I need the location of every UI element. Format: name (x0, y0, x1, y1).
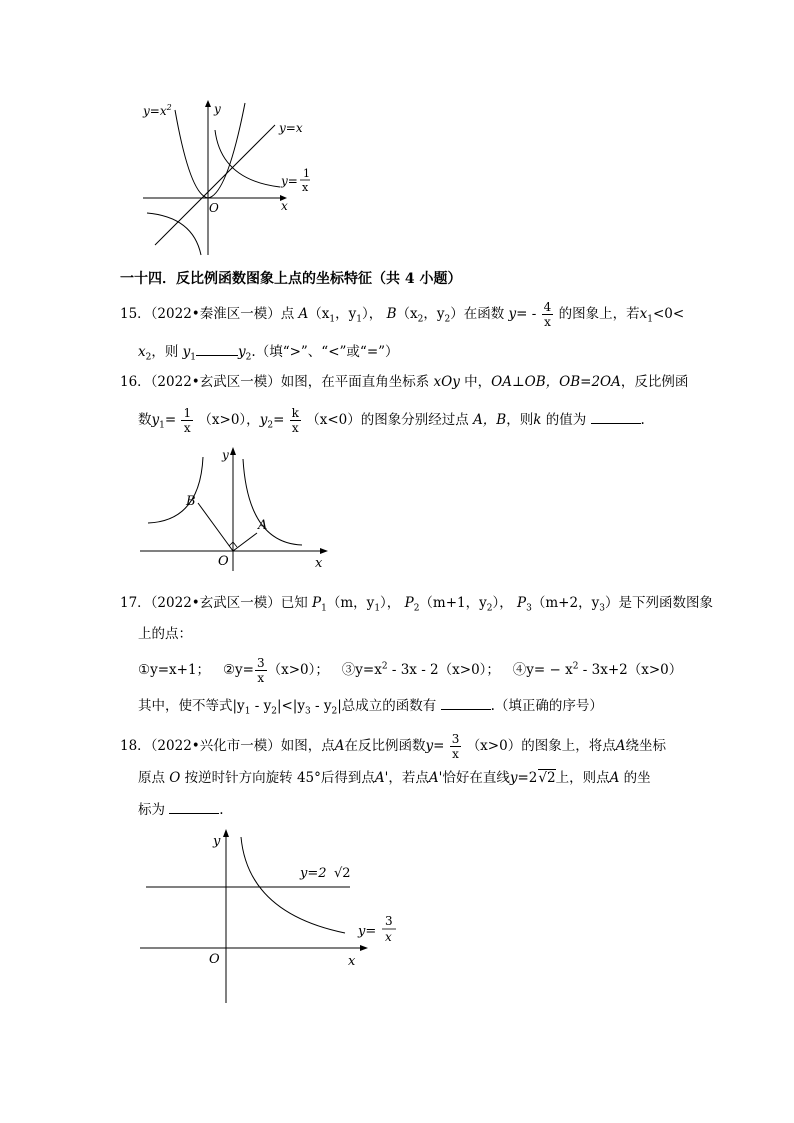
y-axis-arrow (230, 447, 236, 455)
label-parabola: $y=x^2$ (143, 103, 172, 118)
line-y-equals-x (155, 125, 275, 245)
figure-3-graph (140, 825, 410, 1005)
label-line-sqrt: √2 (334, 866, 351, 881)
q16-line-1: 16．（2022•玄武区一模）如图，在平面直角坐标系 xOy 中，OA⊥OB，OB=2OA，反比例函 (120, 374, 689, 390)
label-line: y=x (279, 121, 303, 135)
q16-line-2: 数$y_1=$ $\frac{1}{x}$ （x>0），$y_2=$ $\frac{k}{x}$ （x<0）的图象分别经过点 A，B，则k 的值为 . (138, 406, 645, 435)
q15-answer-blank[interactable] (196, 355, 238, 356)
q18-answer-blank[interactable] (169, 813, 219, 814)
q15-line-2: $x_2$，则 $y_1$ $y_2$.（填“>”、“<”或“=”） (138, 344, 399, 363)
figure-2-graph (140, 445, 335, 575)
q15-line-1: 15．（2022•秦淮区一模）点 $A(x_1$，$y_1$）， $B(x_2$，$y_2$）在函数 y= - $\frac{4}{x}$ 的图象上，若$x_1<0<$ (120, 300, 685, 329)
label-O: O (218, 554, 229, 569)
figure-1-graph (135, 95, 310, 260)
label-hyperbola-den: x (385, 930, 392, 944)
x-axis-arrow (360, 945, 368, 951)
label-y-axis: y (213, 834, 221, 849)
hyperbola-branch-left (147, 213, 201, 255)
y-axis-arrow (223, 829, 229, 837)
q16-answer-blank[interactable] (591, 423, 641, 424)
label-x-axis: x (315, 556, 323, 571)
q17-line-4: 其中，使不等式$|y_1 - y_2|<|y_3 - y_2|$总成立的函数有 .（填正确的序号） (138, 698, 603, 717)
q18-line-2: 原点 O 按逆时针方向旋转 45°后得到点A'，若点A'恰好在直线y=2√2上，则点A 的坐 (138, 770, 651, 786)
label-hyperbola-num: 1 (303, 167, 310, 180)
hyperbola-left-branch (148, 457, 203, 523)
q18-line-1: 18．（2022•兴化市一模）如图，点A在反比例函数y= $\frac{3}{x}$ （x>0）的图象上，将点A绕坐标 (120, 732, 666, 761)
y-axis-arrow (205, 100, 211, 107)
q17-answer-blank[interactable] (441, 709, 491, 710)
parabola-curve (175, 103, 245, 198)
hyperbola-curve (241, 837, 345, 933)
x-axis-arrow (320, 548, 328, 554)
q18-line-3: 标为 . (138, 802, 224, 818)
label-A: A (258, 518, 268, 533)
hyperbola-right-branch (243, 459, 302, 545)
label-O: O (209, 952, 220, 967)
label-hyperbola: y= (358, 924, 377, 939)
label-hyperbola: y= (281, 174, 298, 188)
label-hyperbola-den: x (302, 181, 309, 194)
segment-OA (233, 533, 257, 551)
q17-option-1: ①y=x+1； (138, 662, 211, 678)
q15-fraction: $\frac{4}{x}$ (543, 300, 552, 329)
label-line: y=2 (300, 866, 327, 881)
q17-option-3: $③y=x^2 - 3x - 2(x>0)$； (341, 661, 500, 678)
label-y-axis: y (222, 448, 229, 462)
q17-option-4: ④y= − $x^2 - 3x+2(x>0)$ (512, 661, 683, 678)
label-y-axis: y (214, 102, 221, 116)
label-x-axis: x (281, 199, 288, 213)
label-hyperbola-num: 3 (385, 914, 393, 928)
label-x-axis: x (348, 954, 356, 969)
label-B: B (186, 494, 196, 509)
label-origin: O (209, 201, 219, 215)
q17-line-1: 17．（2022•玄武区一模）已知 $P_1(m$，$y_1$）， $P_2(m+1$，$y_2$）， $P_3(m+2$，$y_3$）是下列函数图象 (120, 595, 713, 614)
segment-OB (198, 503, 233, 551)
q17-options (138, 656, 794, 685)
q17-line-2: 上的点： (138, 626, 192, 642)
section-title: 一十四．反比例函数图象上点的坐标特征（共 4 小题） (120, 271, 462, 287)
q17-option-2: ②y= $\frac{3}{x}$ （x>0）； (222, 656, 329, 685)
